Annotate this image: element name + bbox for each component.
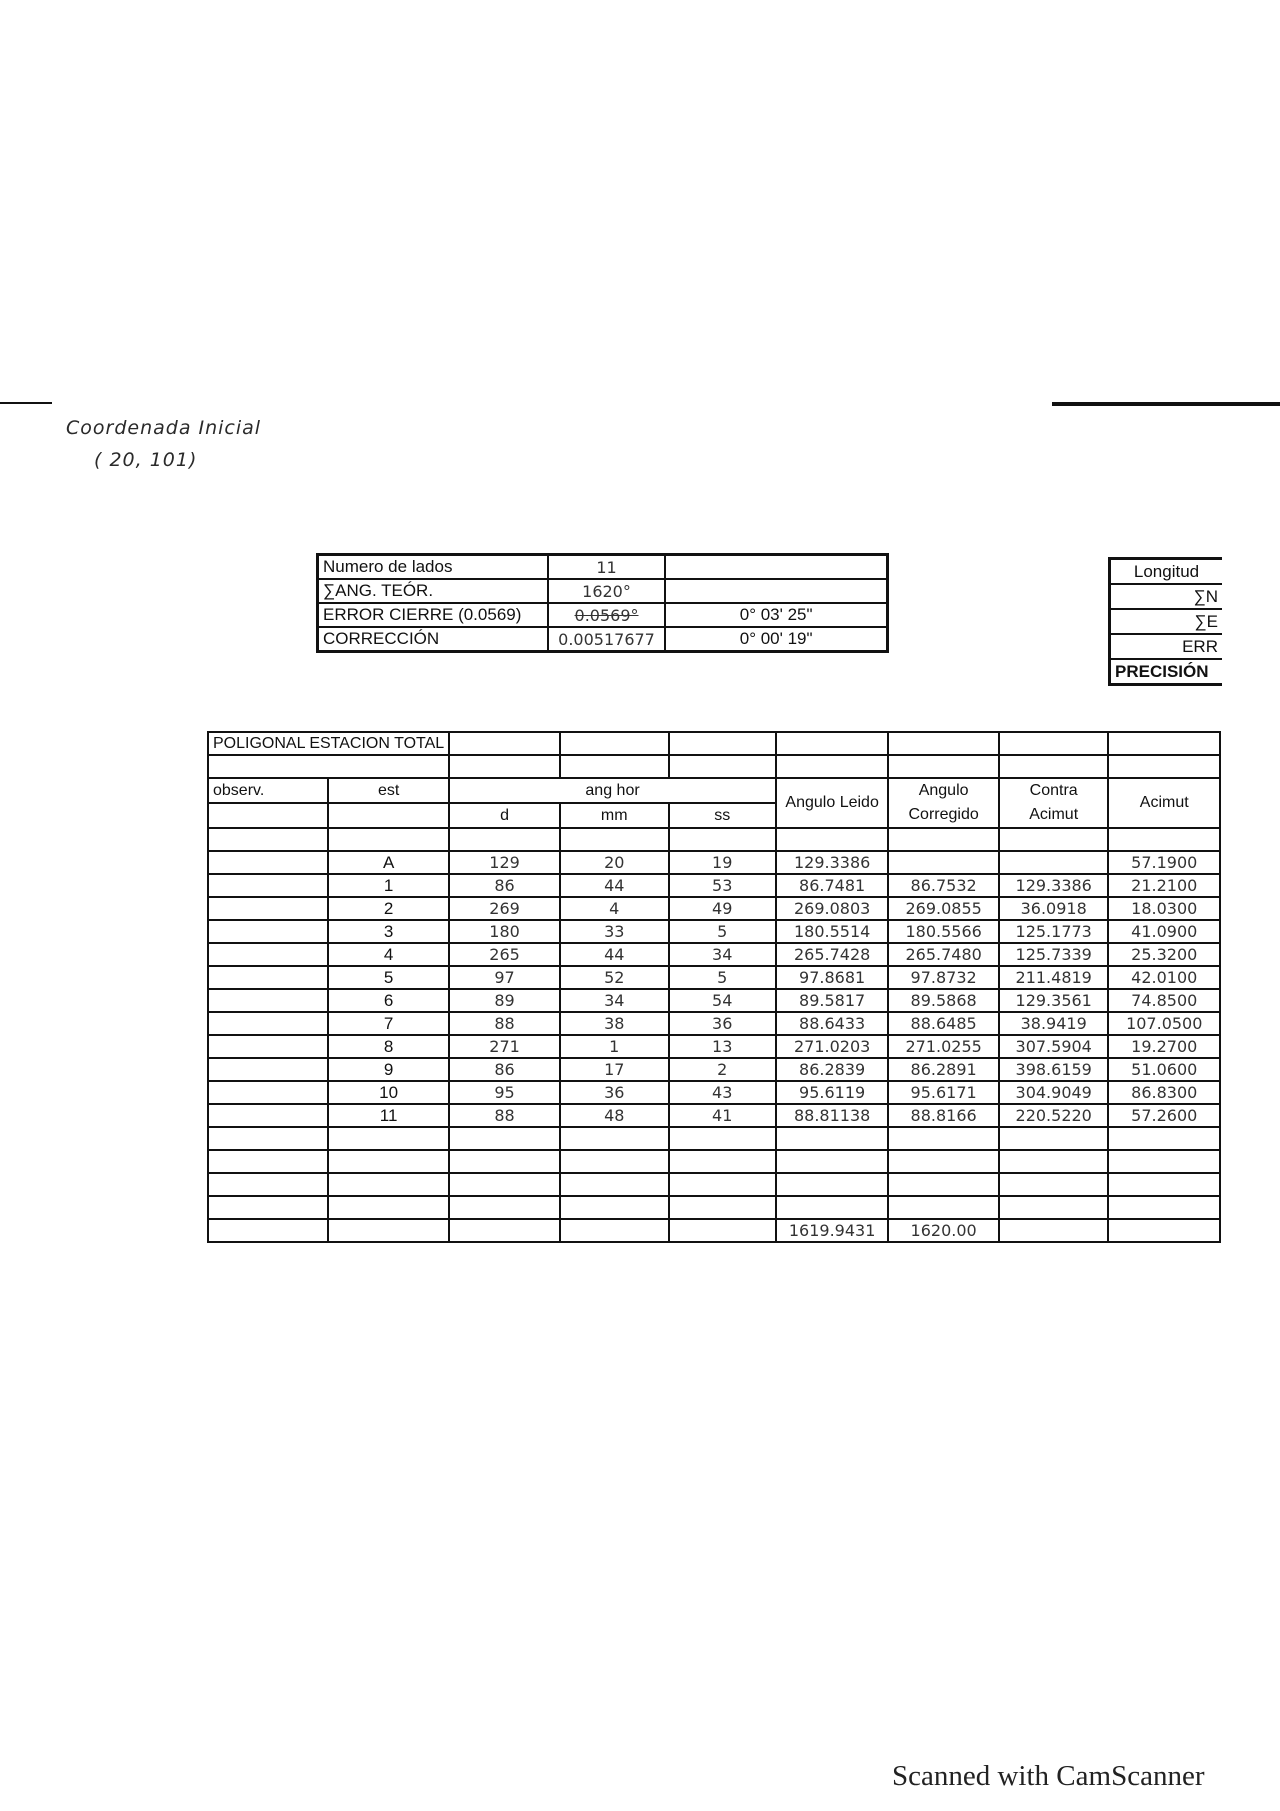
cell-acimut: 18.0300 [1108, 897, 1220, 920]
right-box-label: ∑E [1110, 609, 1223, 634]
cell-est: 7 [328, 1012, 449, 1035]
cell-angulo-leido: 95.6119 [776, 1081, 888, 1104]
cell-angulo-corregido: 95.6171 [888, 1081, 999, 1104]
cell-observ [208, 966, 328, 989]
cell-mm: 44 [560, 874, 669, 897]
cell-est: 10 [328, 1081, 449, 1104]
table-row [208, 1081, 1220, 1104]
summary-label: Numero de lados [318, 555, 548, 580]
cell-d: 129 [449, 851, 560, 874]
cell-acimut: 51.0600 [1108, 1058, 1220, 1081]
cell-observ [208, 897, 328, 920]
cell-angulo-corregido: 86.7532 [888, 874, 999, 897]
right-box-label: PRECISIÓN [1110, 659, 1223, 685]
cell-ss: 54 [669, 989, 776, 1012]
cell-mm: 17 [560, 1058, 669, 1081]
cell-acimut: 57.2600 [1108, 1104, 1220, 1127]
cell-angulo-leido: 269.0803 [776, 897, 888, 920]
table-title-row [208, 732, 1220, 755]
cell-angulo-corregido: 269.0855 [888, 897, 999, 920]
cell-angulo-corregido: 97.8732 [888, 966, 999, 989]
table-row [208, 1058, 1220, 1081]
cell-angulo-leido: 88.6433 [776, 1012, 888, 1035]
summary-row [318, 555, 888, 580]
cell-angulo-corregido [888, 851, 999, 874]
summary-label: ∑ANG. TEÓR. [318, 579, 548, 603]
initial-coordinate-note [66, 412, 261, 476]
table-title: POLIGONAL ESTACION TOTAL [208, 732, 449, 755]
cell-contra-acimut: 36.0918 [999, 897, 1109, 920]
summary-value: 11 [548, 555, 666, 580]
table-row [208, 851, 1220, 874]
initial-coordinate-label: Coordenada Inicial [66, 417, 262, 439]
table-row [208, 897, 1220, 920]
right-box-label: ∑N [1110, 584, 1223, 609]
summary-table [316, 553, 889, 653]
cell-observ [208, 920, 328, 943]
total-angulo-leido: 1619.9431 [776, 1219, 888, 1242]
cell-observ [208, 1012, 328, 1035]
cell-ss: 5 [669, 920, 776, 943]
table-row [208, 1104, 1220, 1127]
header-contra-acimut [999, 778, 1109, 828]
cell-est: 5 [328, 966, 449, 989]
header-est: est [328, 778, 449, 803]
cell-mm: 48 [560, 1104, 669, 1127]
summary-extra: 0° 00' 19" [665, 627, 887, 652]
cell-est: 9 [328, 1058, 449, 1081]
header-angulo-corregido-line1: Angulo [918, 782, 969, 799]
header-mm: mm [560, 803, 669, 828]
cell-angulo-corregido: 88.8166 [888, 1104, 999, 1127]
header-contra-acimut-line2: Acimut [1029, 806, 1079, 823]
cell-d: 97 [449, 966, 560, 989]
cell-angulo-corregido: 271.0255 [888, 1035, 999, 1058]
header-angulo-leido: Angulo Leido [776, 778, 888, 828]
cell-contra-acimut: 211.4819 [999, 966, 1109, 989]
summary-row [318, 627, 888, 652]
cell-mm: 20 [560, 851, 669, 874]
right-box-label: Longitud [1110, 559, 1223, 585]
cell-ss: 53 [669, 874, 776, 897]
scan-edge-left [0, 402, 52, 404]
cell-observ [208, 874, 328, 897]
cell-acimut: 86.8300 [1108, 1081, 1220, 1104]
header-contra-acimut-line1: Contra [1029, 782, 1078, 799]
cell-angulo-leido: 271.0203 [776, 1035, 888, 1058]
cell-contra-acimut: 129.3386 [999, 874, 1109, 897]
table-row [208, 1035, 1220, 1058]
cell-mm: 38 [560, 1012, 669, 1035]
cell-acimut: 41.0900 [1108, 920, 1220, 943]
cell-angulo-leido: 265.7428 [776, 943, 888, 966]
totals-row [208, 1219, 1220, 1242]
cell-d: 269 [449, 897, 560, 920]
cell-ss: 5 [669, 966, 776, 989]
table-row [208, 874, 1220, 897]
summary-label: ERROR CIERRE (0.0569) [318, 603, 548, 627]
summary-value: 0.0569° [548, 603, 666, 627]
cell-ss: 41 [669, 1104, 776, 1127]
cell-angulo-leido: 88.81138 [776, 1104, 888, 1127]
cell-contra-acimut [999, 851, 1109, 874]
table-row [208, 1012, 1220, 1035]
table-row [208, 989, 1220, 1012]
cell-d: 86 [449, 1058, 560, 1081]
cell-ss: 34 [669, 943, 776, 966]
summary-extra [665, 555, 887, 580]
header-d: d [449, 803, 560, 828]
cell-angulo-leido: 97.8681 [776, 966, 888, 989]
cell-mm: 44 [560, 943, 669, 966]
cell-angulo-leido: 86.2839 [776, 1058, 888, 1081]
traverse-data-rows [208, 851, 1220, 1127]
header-ang-hor: ang hor [449, 778, 776, 803]
cell-mm: 33 [560, 920, 669, 943]
cell-acimut: 21.2100 [1108, 874, 1220, 897]
cell-angulo-leido: 180.5514 [776, 920, 888, 943]
cell-observ [208, 943, 328, 966]
cell-observ [208, 1058, 328, 1081]
cell-ss: 49 [669, 897, 776, 920]
cell-acimut: 107.0500 [1108, 1012, 1220, 1035]
cell-d: 180 [449, 920, 560, 943]
cell-angulo-leido: 129.3386 [776, 851, 888, 874]
summary-extra [665, 579, 887, 603]
cell-est: 2 [328, 897, 449, 920]
cell-est: 3 [328, 920, 449, 943]
initial-coordinate-value: ( 20, 101) [94, 449, 198, 471]
cell-angulo-corregido: 88.6485 [888, 1012, 999, 1035]
cell-d: 271 [449, 1035, 560, 1058]
cell-est: A [328, 851, 449, 874]
header-row [208, 778, 1220, 803]
cell-observ [208, 1035, 328, 1058]
cell-est: 1 [328, 874, 449, 897]
cell-observ [208, 989, 328, 1012]
cell-est: 4 [328, 943, 449, 966]
cell-angulo-corregido: 265.7480 [888, 943, 999, 966]
cell-angulo-corregido: 180.5566 [888, 920, 999, 943]
cell-d: 86 [449, 874, 560, 897]
cell-acimut: 74.8500 [1108, 989, 1220, 1012]
cell-contra-acimut: 38.9419 [999, 1012, 1109, 1035]
cell-ss: 13 [669, 1035, 776, 1058]
cell-contra-acimut: 220.5220 [999, 1104, 1109, 1127]
cell-d: 265 [449, 943, 560, 966]
header-ss: ss [669, 803, 776, 828]
length-summary-box [1108, 557, 1222, 686]
cell-acimut: 19.2700 [1108, 1035, 1220, 1058]
cell-est: 6 [328, 989, 449, 1012]
cell-d: 89 [449, 989, 560, 1012]
right-box-label: ERR [1110, 634, 1223, 659]
cell-mm: 52 [560, 966, 669, 989]
cell-est: 11 [328, 1104, 449, 1127]
summary-row [318, 579, 888, 603]
cell-contra-acimut: 304.9049 [999, 1081, 1109, 1104]
cell-acimut: 42.0100 [1108, 966, 1220, 989]
cell-observ [208, 851, 328, 874]
cell-acimut: 57.1900 [1108, 851, 1220, 874]
cell-angulo-leido: 89.5817 [776, 989, 888, 1012]
cell-observ [208, 1104, 328, 1127]
header-angulo-corregido-line2: Corregido [908, 806, 979, 823]
cell-d: 95 [449, 1081, 560, 1104]
table-row [208, 943, 1220, 966]
cell-ss: 2 [669, 1058, 776, 1081]
cell-d: 88 [449, 1012, 560, 1035]
cell-contra-acimut: 125.1773 [999, 920, 1109, 943]
summary-value: 1620° [548, 579, 666, 603]
traverse-table [207, 731, 1221, 1243]
cell-mm: 4 [560, 897, 669, 920]
cell-contra-acimut: 307.5904 [999, 1035, 1109, 1058]
cell-contra-acimut: 398.6159 [999, 1058, 1109, 1081]
cell-acimut: 25.3200 [1108, 943, 1220, 966]
cell-ss: 19 [669, 851, 776, 874]
header-observ: observ. [208, 778, 328, 803]
scanner-watermark: Scanned with CamScanner [892, 1760, 1205, 1792]
cell-angulo-leido: 86.7481 [776, 874, 888, 897]
cell-est: 8 [328, 1035, 449, 1058]
cell-ss: 43 [669, 1081, 776, 1104]
cell-angulo-corregido: 89.5868 [888, 989, 999, 1012]
cell-observ [208, 1081, 328, 1104]
cell-contra-acimut: 129.3561 [999, 989, 1109, 1012]
table-row [208, 920, 1220, 943]
summary-extra: 0° 03' 25" [665, 603, 887, 627]
header-angulo-corregido [888, 778, 999, 828]
cell-angulo-corregido: 86.2891 [888, 1058, 999, 1081]
scan-edge-right [1052, 402, 1280, 406]
total-angulo-corregido: 1620.00 [888, 1219, 999, 1242]
cell-mm: 1 [560, 1035, 669, 1058]
summary-label: CORRECCIÓN [318, 627, 548, 652]
header-acimut: Acimut [1108, 778, 1220, 828]
cell-contra-acimut: 125.7339 [999, 943, 1109, 966]
cell-d: 88 [449, 1104, 560, 1127]
cell-ss: 36 [669, 1012, 776, 1035]
summary-row [318, 603, 888, 627]
table-row [208, 966, 1220, 989]
summary-value: 0.00517677 [548, 627, 666, 652]
cell-mm: 34 [560, 989, 669, 1012]
cell-mm: 36 [560, 1081, 669, 1104]
